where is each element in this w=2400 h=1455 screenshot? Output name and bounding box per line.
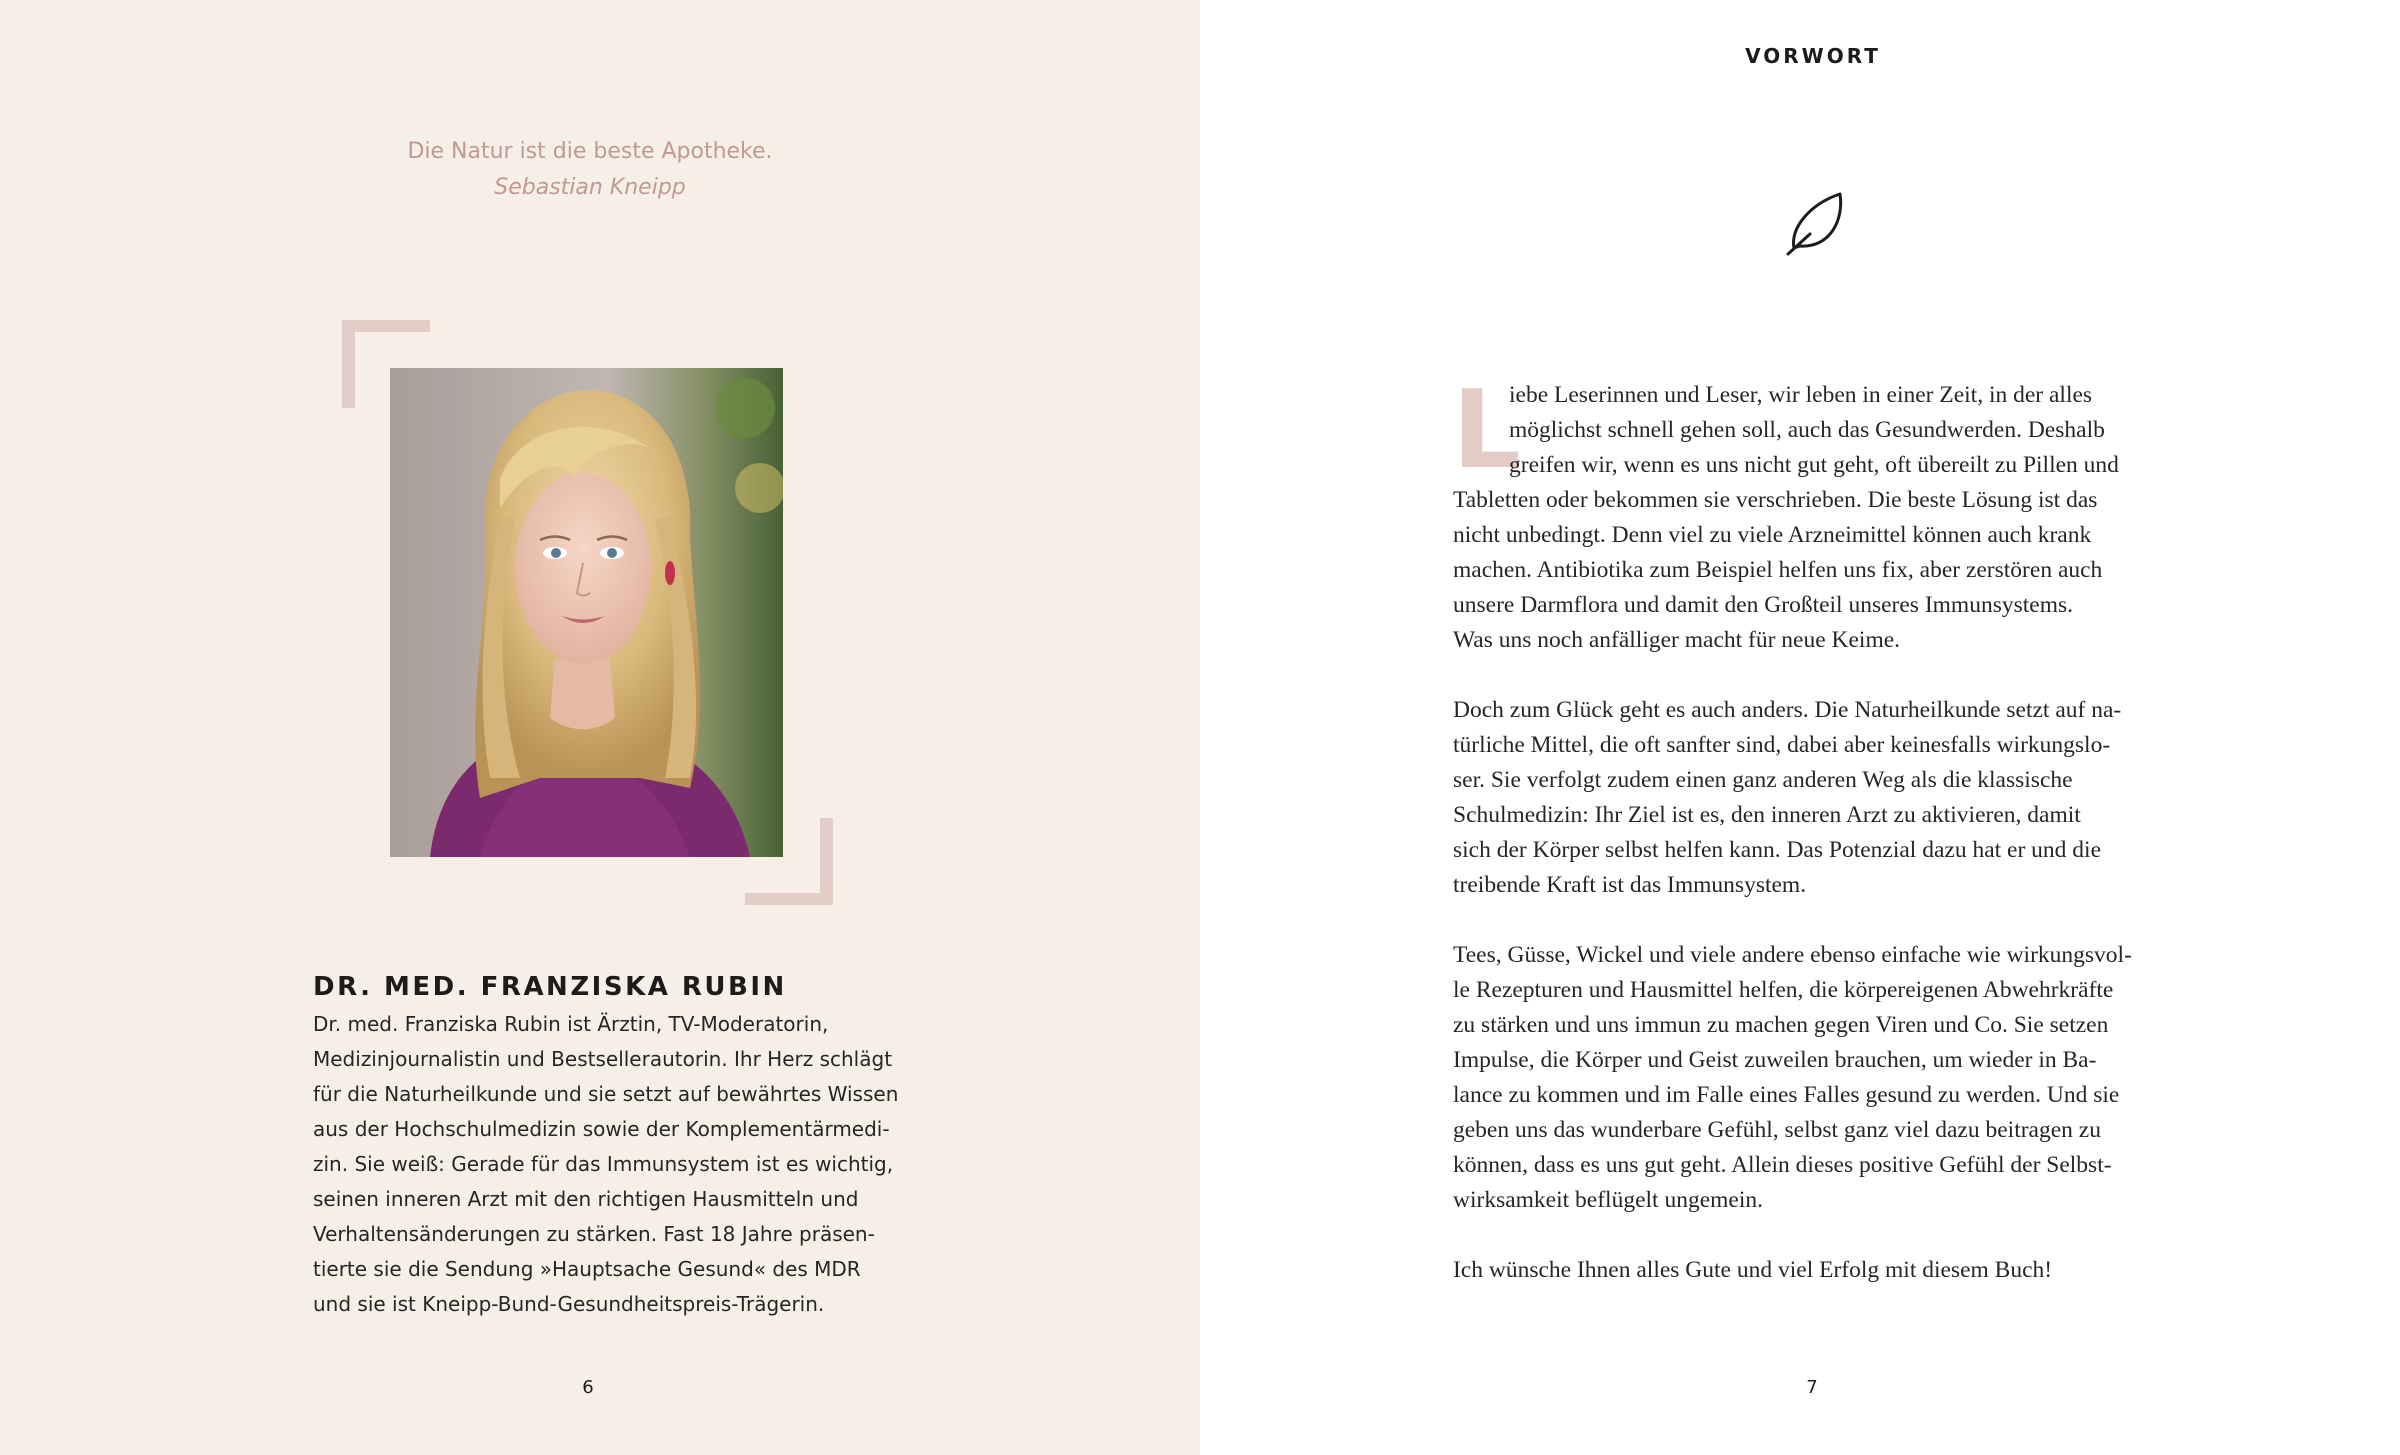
text-line: ser. Sie verfolgt zudem einen ganz anderen Weg als die klassische	[1453, 767, 2073, 793]
text-line: iebe Leserinnen und Leser, wir leben in einer Zeit, in der alles	[1509, 382, 2093, 408]
bio-line: tierte sie die Sendung »Hauptsache Gesund« des MDR	[313, 1257, 861, 1281]
text-line: nicht unbedingt. Denn viel zu viele Arzneimittel können auch krank	[1453, 522, 2092, 548]
text-line: Ich wünsche Ihnen alles Gute und viel Erfolg mit diesem Buch!	[1453, 1257, 2053, 1283]
bio-line: seinen inneren Arzt mit den richtigen Hausmitteln und	[313, 1187, 859, 1211]
author-portrait-photo	[390, 368, 783, 857]
frame-corner-bottom-right-vertical	[820, 818, 833, 905]
text-line: greifen wir, wenn es uns nicht gut geht, oft übereilt zu Pillen und	[1509, 452, 2119, 478]
bio-line: zin. Sie weiß: Gerade für das Immunsystem ist es wichtig,	[313, 1152, 894, 1176]
text-line: türliche Mittel, die oft sanfter sind, dabei aber keinesfalls wirkungslo-	[1453, 732, 2111, 758]
text-line: unsere Darmflora und damit den Großteil unseres Immunsystems.	[1453, 592, 2073, 618]
text-line: Tabletten oder bekommen sie verschrieben. Die beste Lösung ist das	[1453, 487, 2098, 513]
author-bio	[313, 1007, 899, 1322]
epigraph-quote	[290, 134, 890, 206]
text-line: Was uns noch anfälliger macht für neue Keime.	[1453, 627, 1901, 653]
bio-line: Medizinjournalistin und Bestsellerautorin. Ihr Herz schlägt	[313, 1047, 893, 1071]
text-line: können, dass es uns gut geht. Allein dieses positive Gefühl der Selbst-	[1453, 1152, 2112, 1178]
bio-line: und sie ist Kneipp-Bund-Gesundheitspreis-Trägerin.	[313, 1292, 825, 1316]
bio-line: Verhaltensänderungen zu stärken. Fast 18 Jahre präsen-	[313, 1222, 875, 1246]
chapter-header: VORWORT	[1745, 44, 1881, 68]
frame-corner-top-left	[342, 320, 430, 332]
text-line: treibende Kraft ist das Immunsystem.	[1453, 872, 1807, 898]
text-line: geben uns das wunderbare Gefühl, selbst ganz viel dazu beitragen zu	[1453, 1117, 2101, 1143]
page-number-right: 7	[1806, 1377, 1818, 1398]
text-line: le Rezepturen und Hausmittel helfen, die körpereigenen Abwehrkräfte	[1453, 977, 2114, 1003]
text-line: sich der Körper selbst helfen kann. Das Potenzial dazu hat er und die	[1453, 837, 2101, 863]
quote-author: Sebastian Kneipp	[494, 175, 686, 200]
text-line: lance zu kommen und im Falle eines Falles gesund zu werden. Und sie	[1453, 1082, 2120, 1108]
author-name-heading: DR. MED. FRANZISKA RUBIN	[313, 972, 787, 1002]
frame-corner-top-left-vertical	[342, 320, 355, 408]
bio-line: aus der Hochschulmedizin sowie der Komplementärmedi-	[313, 1117, 890, 1141]
text-line: Impulse, die Körper und Geist zuweilen brauchen, um wieder in Ba-	[1453, 1047, 2097, 1073]
text-line: zu stärken und uns immun zu machen gegen Viren und Co. Sie setzen	[1453, 1012, 2109, 1038]
text-line: Doch zum Glück geht es auch anders. Die Naturheilkunde setzt auf na-	[1453, 697, 2122, 723]
quote-text: Die Natur ist die beste Apotheke.	[407, 139, 773, 164]
foreword-body	[1452, 368, 2193, 1288]
text-line: Tees, Güsse, Wickel und viele andere ebenso einfache wie wirkungsvol-	[1453, 942, 2132, 968]
bio-line: für die Naturheilkunde und sie setzt auf bewährtes Wissen	[313, 1082, 899, 1106]
leaf-icon	[1780, 190, 1850, 262]
text-line: machen. Antibiotika zum Beispiel helfen uns fix, aber zerstören auch	[1453, 557, 2103, 583]
text-line: möglichst schnell gehen soll, auch das Gesundwerden. Deshalb	[1509, 417, 2105, 443]
drop-cap: L	[1452, 368, 1521, 493]
text-line: wirksamkeit beflügelt ungemein.	[1453, 1187, 1763, 1213]
page-number-left: 6	[582, 1377, 594, 1398]
text-line: Schulmedizin: Ihr Ziel ist es, den inneren Arzt zu aktivieren, damit	[1453, 802, 2081, 828]
bio-line: Dr. med. Franziska Rubin ist Ärztin, TV-Moderatorin,	[313, 1012, 829, 1036]
